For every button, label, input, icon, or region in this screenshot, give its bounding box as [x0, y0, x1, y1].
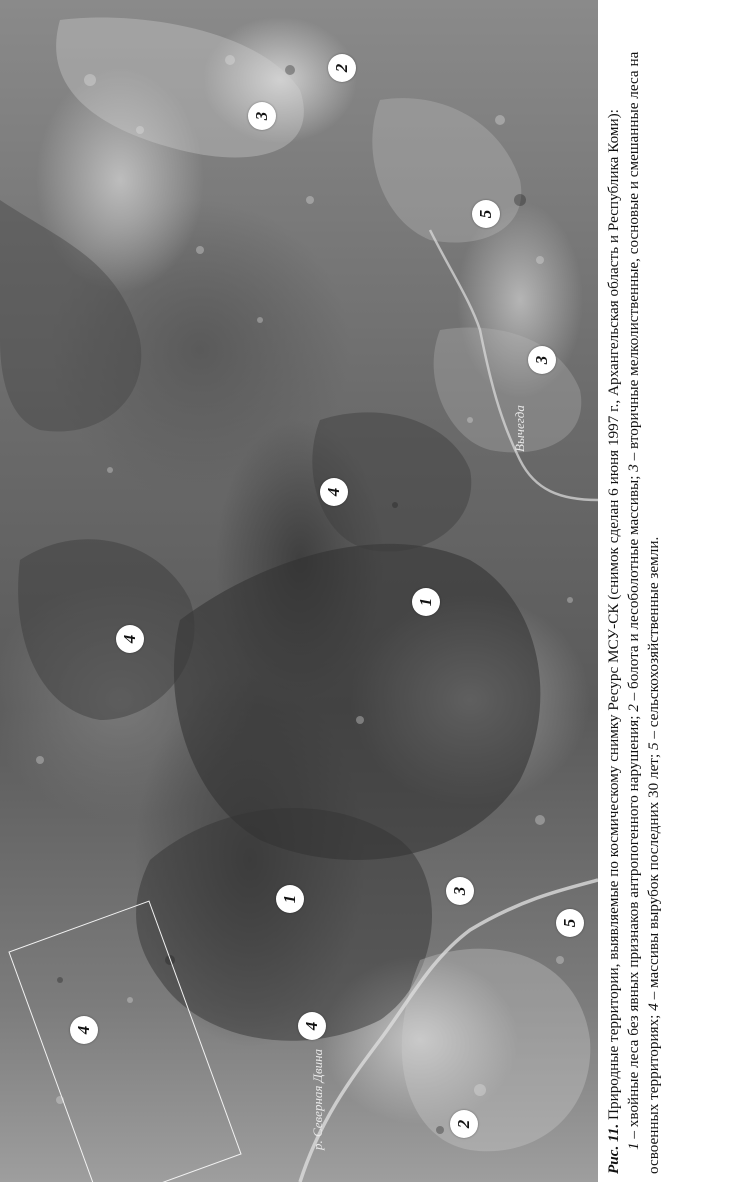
map-marker-1: 1	[412, 588, 440, 616]
legend-text: болота и лесоболотные массивы;	[625, 475, 642, 689]
figure-label: Рис. 11.	[605, 1123, 622, 1174]
figure-caption-column	[604, 4, 736, 1178]
river-label-vychegda: Вычегда	[512, 405, 527, 452]
legend-num: 2	[625, 704, 642, 712]
legend-num: 4	[645, 1003, 662, 1011]
map-marker-1: 1	[276, 885, 304, 913]
map-marker-3: 3	[248, 102, 276, 130]
map-marker-4: 4	[70, 1016, 98, 1044]
map-marker-3: 3	[528, 346, 556, 374]
map-marker-2: 2	[328, 54, 356, 82]
map-marker-4: 4	[320, 478, 348, 506]
map-marker-5: 5	[472, 200, 500, 228]
legend-text: хвойные леса без явных признаков антропогенного нарушения;	[625, 715, 642, 1128]
caption-legend: 1 – хвойные леса без явных признаков антропогенного нарушения; 2 – болота и лесоболотные массивы; 3 – вторичные мелколиственные, сосновые и смешанные леса на освоенных территориях; 4 – массивы вырубок последних 30 лет; 5 – сельскохозяйственные земли.	[625, 51, 662, 1174]
map-marker-5: 5	[556, 909, 584, 937]
legend-num: 1	[625, 1142, 642, 1150]
map-marker-3: 3	[446, 877, 474, 905]
map-marker-4: 4	[116, 625, 144, 653]
legend-text: массивы вырубок последних 30 лет;	[645, 753, 662, 989]
legend-text: сельскохозяйственные земли.	[645, 536, 662, 728]
river-label-severnaya-dvina: р. Северная Двина	[310, 1048, 325, 1150]
caption-title-paragraph	[604, 4, 624, 1174]
map-marker-4: 4	[298, 1012, 326, 1040]
legend-text: вторичные мелколиственные, сосновые и смешанные леса на освоенных территориях;	[625, 51, 662, 1174]
legend-num: 3	[625, 464, 642, 472]
map-marker-2: 2	[450, 1110, 478, 1138]
figure-caption	[604, 4, 664, 1174]
legend-num: 5	[645, 742, 662, 751]
caption-title: Природные территории, выявляемые по космическому снимку Ресурс МСУ-СК (снимок сделан 6 июня 1997 г., Архангельская область и Республика Коми):	[605, 109, 622, 1120]
